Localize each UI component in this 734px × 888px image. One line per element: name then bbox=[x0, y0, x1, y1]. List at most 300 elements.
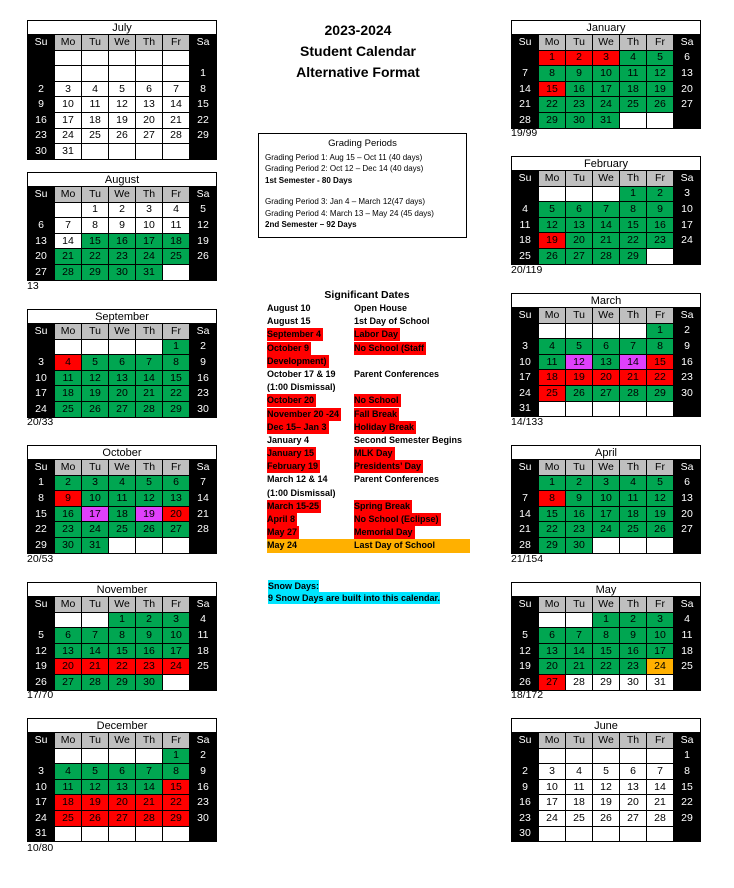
day-cell: 27 bbox=[674, 97, 701, 113]
day-cell bbox=[674, 401, 701, 417]
day-cell: 18 bbox=[190, 643, 217, 659]
day-cell bbox=[593, 826, 620, 842]
day-cell: 31 bbox=[593, 112, 620, 128]
day-cell: 22 bbox=[620, 233, 647, 249]
day-cell: 6 bbox=[674, 50, 701, 66]
day-cell: 30 bbox=[28, 144, 55, 160]
day-cell: 17 bbox=[512, 370, 539, 386]
day-cell: 17 bbox=[163, 643, 190, 659]
day-cell: 11 bbox=[539, 354, 566, 370]
day-cell: 21 bbox=[593, 233, 620, 249]
day-cell: 18 bbox=[55, 795, 82, 811]
day-cell: 11 bbox=[55, 779, 82, 795]
significant-event: Labor Day bbox=[354, 329, 399, 340]
day-cell: 1 bbox=[163, 748, 190, 764]
day-cell bbox=[190, 144, 217, 160]
weekday-header: Mo bbox=[55, 597, 82, 613]
day-cell bbox=[136, 826, 163, 842]
significant-event: No School (Eclipse) bbox=[354, 514, 439, 524]
day-cell: 19 bbox=[136, 506, 163, 522]
weekday-header: We bbox=[109, 733, 136, 749]
day-cell: 8 bbox=[28, 491, 55, 507]
day-cell: 25 bbox=[109, 522, 136, 538]
day-cell: 23 bbox=[190, 386, 217, 402]
day-cell: 20 bbox=[566, 233, 593, 249]
day-cell: 21 bbox=[55, 249, 82, 265]
day-cell: 12 bbox=[566, 354, 593, 370]
day-cell: 28 bbox=[512, 112, 539, 128]
month-calendar-january bbox=[511, 20, 701, 129]
day-cell: 1 bbox=[539, 475, 566, 491]
weekday-header: Th bbox=[620, 460, 647, 476]
day-cell: 3 bbox=[163, 612, 190, 628]
day-cell: 18 bbox=[620, 81, 647, 97]
day-cell bbox=[566, 323, 593, 339]
day-cell bbox=[163, 826, 190, 842]
day-cell: 11 bbox=[512, 217, 539, 233]
day-cell: 28 bbox=[620, 385, 647, 401]
day-cell bbox=[109, 66, 136, 82]
day-cell: 29 bbox=[109, 674, 136, 690]
significant-date: January 4 bbox=[267, 434, 310, 445]
day-cell: 25 bbox=[674, 659, 701, 675]
day-cell: 4 bbox=[190, 612, 217, 628]
day-cell: 9 bbox=[674, 339, 701, 355]
day-cell: 24 bbox=[539, 810, 566, 826]
weekday-header: Mo bbox=[539, 597, 566, 613]
day-cell: 12 bbox=[28, 643, 55, 659]
day-cell bbox=[28, 202, 55, 218]
day-cell: 17 bbox=[55, 112, 82, 128]
significant-date: January 15 bbox=[267, 448, 315, 459]
day-cell: 7 bbox=[136, 355, 163, 371]
day-cell: 30 bbox=[55, 537, 82, 553]
day-cell bbox=[82, 612, 109, 628]
weekday-header: Th bbox=[136, 460, 163, 476]
day-cell: 19 bbox=[593, 795, 620, 811]
weekday-header: Sa bbox=[190, 597, 217, 613]
day-cell: 24 bbox=[28, 401, 55, 417]
day-cell: 3 bbox=[593, 50, 620, 66]
day-cell bbox=[55, 202, 82, 218]
day-cell: 16 bbox=[674, 354, 701, 370]
day-cell: 10 bbox=[512, 354, 539, 370]
day-cell: 24 bbox=[82, 522, 109, 538]
grading-period-4: Grading Period 4: March 13 – May 24 (45 days) bbox=[265, 208, 434, 218]
weekday-header: Fr bbox=[163, 733, 190, 749]
weekday-header: We bbox=[593, 35, 620, 51]
day-cell bbox=[55, 339, 82, 355]
month-calendar-may bbox=[511, 582, 701, 691]
day-cell: 7 bbox=[136, 764, 163, 780]
day-cell: 7 bbox=[566, 628, 593, 644]
day-cell: 29 bbox=[647, 385, 674, 401]
day-cell bbox=[512, 612, 539, 628]
weekday-header: Tu bbox=[566, 35, 593, 51]
day-cell: 4 bbox=[566, 764, 593, 780]
day-cell: 8 bbox=[190, 81, 217, 97]
weekday-header: Tu bbox=[82, 597, 109, 613]
day-cell: 29 bbox=[82, 264, 109, 280]
day-cell: 7 bbox=[163, 81, 190, 97]
day-cell: 8 bbox=[620, 202, 647, 218]
day-cell: 13 bbox=[593, 354, 620, 370]
day-cell: 25 bbox=[190, 659, 217, 675]
day-cell: 24 bbox=[512, 385, 539, 401]
day-cell: 11 bbox=[566, 779, 593, 795]
day-cell: 18 bbox=[82, 112, 109, 128]
day-cell: 9 bbox=[512, 779, 539, 795]
day-cell: 17 bbox=[647, 643, 674, 659]
day-cell: 26 bbox=[28, 674, 55, 690]
day-cell: 15 bbox=[539, 81, 566, 97]
day-cell: 7 bbox=[512, 491, 539, 507]
day-cell bbox=[674, 537, 701, 553]
day-cell: 20 bbox=[620, 795, 647, 811]
day-cell: 23 bbox=[136, 659, 163, 675]
day-cell: 18 bbox=[539, 370, 566, 386]
day-cell: 9 bbox=[566, 66, 593, 82]
significant-date: May 24 bbox=[267, 540, 298, 551]
day-cell: 30 bbox=[566, 112, 593, 128]
day-cell: 29 bbox=[674, 810, 701, 826]
day-count-october: 20/53 bbox=[27, 553, 54, 565]
day-cell: 23 bbox=[674, 370, 701, 386]
day-cell: 31 bbox=[82, 537, 109, 553]
weekday-header: Su bbox=[512, 35, 539, 51]
day-cell: 30 bbox=[136, 674, 163, 690]
snow-days-text: 9 Snow Days are built into this calendar. bbox=[268, 593, 441, 603]
weekday-header: Sa bbox=[674, 308, 701, 324]
day-cell: 1 bbox=[28, 475, 55, 491]
day-cell: 5 bbox=[136, 475, 163, 491]
day-cell: 15 bbox=[28, 506, 55, 522]
day-cell bbox=[28, 339, 55, 355]
day-cell bbox=[620, 537, 647, 553]
day-cell bbox=[190, 674, 217, 690]
day-cell bbox=[28, 50, 55, 66]
day-cell: 2 bbox=[109, 202, 136, 218]
month-name: October bbox=[28, 446, 217, 460]
day-cell: 25 bbox=[55, 810, 82, 826]
day-cell: 29 bbox=[163, 810, 190, 826]
day-cell bbox=[82, 748, 109, 764]
day-cell: 18 bbox=[55, 386, 82, 402]
day-cell: 21 bbox=[190, 506, 217, 522]
day-cell: 28 bbox=[82, 674, 109, 690]
day-cell: 23 bbox=[55, 522, 82, 538]
significant-event: Memorial Day bbox=[354, 527, 413, 538]
day-cell bbox=[566, 401, 593, 417]
day-cell: 26 bbox=[512, 674, 539, 690]
day-cell: 24 bbox=[593, 522, 620, 538]
day-cell: 28 bbox=[136, 401, 163, 417]
day-cell: 14 bbox=[163, 97, 190, 113]
significant-date-row bbox=[267, 342, 472, 355]
day-cell: 14 bbox=[593, 217, 620, 233]
day-cell: 2 bbox=[55, 475, 82, 491]
day-cell: 15 bbox=[539, 506, 566, 522]
month-name: May bbox=[512, 583, 701, 597]
day-cell: 5 bbox=[109, 81, 136, 97]
weekday-header: We bbox=[109, 187, 136, 203]
significant-event: Fall Break bbox=[354, 408, 398, 419]
day-cell: 2 bbox=[190, 339, 217, 355]
day-cell: 9 bbox=[28, 97, 55, 113]
day-cell: 23 bbox=[109, 249, 136, 265]
significant-date-row bbox=[267, 355, 472, 368]
weekday-header: We bbox=[593, 597, 620, 613]
day-cell: 31 bbox=[512, 401, 539, 417]
month-name: July bbox=[28, 21, 217, 35]
day-cell bbox=[109, 748, 136, 764]
day-cell bbox=[136, 144, 163, 160]
significant-event: Parent Conferences bbox=[354, 368, 440, 379]
weekday-header: Sa bbox=[674, 171, 701, 187]
day-cell bbox=[512, 475, 539, 491]
significant-date: October 9 bbox=[267, 342, 310, 353]
day-cell: 7 bbox=[190, 475, 217, 491]
day-cell: 25 bbox=[539, 385, 566, 401]
day-cell: 19 bbox=[190, 233, 217, 249]
day-cell bbox=[136, 50, 163, 66]
weekday-header: Fr bbox=[647, 35, 674, 51]
day-cell: 27 bbox=[109, 401, 136, 417]
day-cell: 7 bbox=[82, 628, 109, 644]
day-cell: 2 bbox=[674, 323, 701, 339]
day-cell: 20 bbox=[109, 795, 136, 811]
day-cell: 12 bbox=[190, 218, 217, 234]
day-cell: 1 bbox=[539, 50, 566, 66]
day-cell: 3 bbox=[28, 355, 55, 371]
month-calendar-november bbox=[27, 582, 217, 691]
day-cell: 14 bbox=[566, 643, 593, 659]
significant-date-row bbox=[267, 381, 472, 394]
day-cell: 9 bbox=[647, 202, 674, 218]
day-cell: 8 bbox=[593, 628, 620, 644]
significant-date-row bbox=[267, 513, 472, 526]
significant-date: Development) bbox=[267, 355, 327, 366]
day-cell: 17 bbox=[593, 506, 620, 522]
day-count-september: 20/33 bbox=[27, 416, 54, 428]
day-cell bbox=[674, 112, 701, 128]
month-calendar-august bbox=[27, 172, 217, 281]
day-cell: 12 bbox=[82, 370, 109, 386]
day-cell: 8 bbox=[109, 628, 136, 644]
day-cell: 23 bbox=[512, 810, 539, 826]
significant-dates-heading: Significant Dates bbox=[324, 289, 410, 301]
day-cell: 4 bbox=[163, 202, 190, 218]
day-cell: 20 bbox=[28, 249, 55, 265]
weekday-header: Tu bbox=[566, 597, 593, 613]
day-cell: 28 bbox=[647, 810, 674, 826]
day-cell: 11 bbox=[620, 491, 647, 507]
day-cell: 13 bbox=[539, 643, 566, 659]
day-cell: 18 bbox=[620, 506, 647, 522]
weekday-header: We bbox=[109, 597, 136, 613]
weekday-header: We bbox=[109, 35, 136, 51]
day-cell: 30 bbox=[566, 537, 593, 553]
significant-event: No School (Staff bbox=[354, 342, 424, 353]
significant-date: Dec 15– Jan 3 bbox=[267, 421, 327, 432]
day-cell: 28 bbox=[566, 674, 593, 690]
grading-period-3: Grading Period 3: Jan 4 – March 12(47 days) bbox=[265, 197, 426, 206]
day-cell: 1 bbox=[674, 748, 701, 764]
weekday-header: Mo bbox=[55, 460, 82, 476]
weekday-header: Su bbox=[512, 597, 539, 613]
significant-date-row bbox=[267, 460, 472, 473]
day-cell: 19 bbox=[539, 233, 566, 249]
month-name: September bbox=[28, 310, 217, 324]
weekday-header: Sa bbox=[674, 597, 701, 613]
day-cell bbox=[136, 537, 163, 553]
day-cell: 17 bbox=[28, 795, 55, 811]
day-cell: 10 bbox=[593, 491, 620, 507]
day-cell: 22 bbox=[163, 386, 190, 402]
day-cell: 4 bbox=[539, 339, 566, 355]
weekday-header: Su bbox=[512, 308, 539, 324]
weekday-header: Th bbox=[136, 35, 163, 51]
day-cell: 24 bbox=[28, 810, 55, 826]
day-cell: 22 bbox=[82, 249, 109, 265]
day-cell: 12 bbox=[512, 643, 539, 659]
significant-date-row bbox=[267, 394, 472, 407]
weekday-header: Tu bbox=[82, 187, 109, 203]
weekday-header: Mo bbox=[539, 460, 566, 476]
day-cell: 29 bbox=[163, 401, 190, 417]
day-cell: 3 bbox=[512, 339, 539, 355]
first-semester-total: 1st Semester - 80 Days bbox=[265, 175, 353, 185]
day-cell bbox=[163, 264, 190, 280]
day-cell: 22 bbox=[190, 112, 217, 128]
day-cell bbox=[593, 323, 620, 339]
weekday-header: Tu bbox=[566, 171, 593, 187]
day-cell: 19 bbox=[566, 370, 593, 386]
day-cell: 10 bbox=[593, 66, 620, 82]
day-cell bbox=[55, 612, 82, 628]
day-cell bbox=[163, 144, 190, 160]
snow-days-note bbox=[268, 580, 440, 604]
day-cell bbox=[82, 826, 109, 842]
significant-date-row bbox=[267, 487, 472, 500]
day-cell: 6 bbox=[28, 218, 55, 234]
day-cell bbox=[647, 112, 674, 128]
day-cell: 25 bbox=[82, 128, 109, 144]
day-count-march: 14/133 bbox=[511, 416, 544, 428]
day-cell: 16 bbox=[109, 233, 136, 249]
day-cell: 22 bbox=[674, 795, 701, 811]
weekday-header: Fr bbox=[647, 460, 674, 476]
weekday-header: Fr bbox=[163, 35, 190, 51]
day-cell bbox=[566, 612, 593, 628]
day-cell: 26 bbox=[539, 248, 566, 264]
day-cell: 21 bbox=[512, 522, 539, 538]
day-cell: 28 bbox=[136, 810, 163, 826]
day-cell bbox=[512, 50, 539, 66]
significant-date-row bbox=[267, 526, 472, 539]
day-cell bbox=[163, 537, 190, 553]
day-cell: 25 bbox=[512, 248, 539, 264]
weekday-header: Fr bbox=[647, 171, 674, 187]
calendar-title bbox=[258, 20, 458, 83]
day-cell: 26 bbox=[82, 401, 109, 417]
significant-date-row bbox=[267, 408, 472, 421]
day-cell: 4 bbox=[55, 355, 82, 371]
day-cell: 29 bbox=[593, 674, 620, 690]
day-cell: 1 bbox=[163, 339, 190, 355]
weekday-header: Th bbox=[136, 733, 163, 749]
day-cell bbox=[593, 186, 620, 202]
day-cell: 10 bbox=[136, 218, 163, 234]
day-cell: 3 bbox=[647, 612, 674, 628]
day-cell: 22 bbox=[163, 795, 190, 811]
day-cell: 20 bbox=[136, 112, 163, 128]
day-cell: 11 bbox=[190, 628, 217, 644]
day-cell bbox=[566, 186, 593, 202]
day-cell: 26 bbox=[566, 385, 593, 401]
day-cell: 2 bbox=[512, 764, 539, 780]
day-cell: 7 bbox=[593, 202, 620, 218]
day-cell: 15 bbox=[593, 643, 620, 659]
day-cell: 22 bbox=[593, 659, 620, 675]
weekday-header: Fr bbox=[647, 597, 674, 613]
day-cell bbox=[190, 264, 217, 280]
day-cell: 14 bbox=[136, 779, 163, 795]
weekday-header: Su bbox=[512, 171, 539, 187]
day-cell bbox=[620, 826, 647, 842]
month-name: June bbox=[512, 719, 701, 733]
day-cell: 4 bbox=[55, 764, 82, 780]
significant-event: No School bbox=[354, 395, 399, 406]
month-calendar-october bbox=[27, 445, 217, 554]
day-cell bbox=[136, 66, 163, 82]
significant-event: Open House bbox=[354, 303, 408, 313]
day-cell: 3 bbox=[593, 475, 620, 491]
weekday-header: Th bbox=[620, 35, 647, 51]
significant-date: August 15 bbox=[267, 316, 311, 327]
day-cell: 24 bbox=[136, 249, 163, 265]
weekday-header: Tu bbox=[82, 733, 109, 749]
day-cell bbox=[109, 537, 136, 553]
day-cell: 27 bbox=[136, 128, 163, 144]
day-cell: 11 bbox=[109, 491, 136, 507]
significant-date-row bbox=[267, 368, 472, 381]
day-cell: 30 bbox=[620, 674, 647, 690]
day-cell bbox=[82, 66, 109, 82]
significant-date: March 15-25 bbox=[267, 500, 320, 511]
day-cell: 17 bbox=[82, 506, 109, 522]
significant-date-row bbox=[267, 447, 472, 460]
day-cell: 11 bbox=[620, 66, 647, 82]
weekday-header: Su bbox=[28, 597, 55, 613]
day-cell: 20 bbox=[55, 659, 82, 675]
weekday-header: Su bbox=[512, 733, 539, 749]
day-cell: 12 bbox=[109, 97, 136, 113]
day-cell: 21 bbox=[163, 112, 190, 128]
month-calendar-february bbox=[511, 156, 701, 265]
day-cell bbox=[55, 50, 82, 66]
day-cell: 23 bbox=[647, 233, 674, 249]
day-cell: 19 bbox=[82, 795, 109, 811]
day-cell: 15 bbox=[82, 233, 109, 249]
significant-date: April 8 bbox=[267, 514, 296, 524]
day-cell: 11 bbox=[55, 370, 82, 386]
day-cell: 26 bbox=[647, 97, 674, 113]
weekday-header: Fr bbox=[647, 733, 674, 749]
day-cell bbox=[674, 674, 701, 690]
day-cell: 21 bbox=[512, 97, 539, 113]
day-cell: 16 bbox=[55, 506, 82, 522]
